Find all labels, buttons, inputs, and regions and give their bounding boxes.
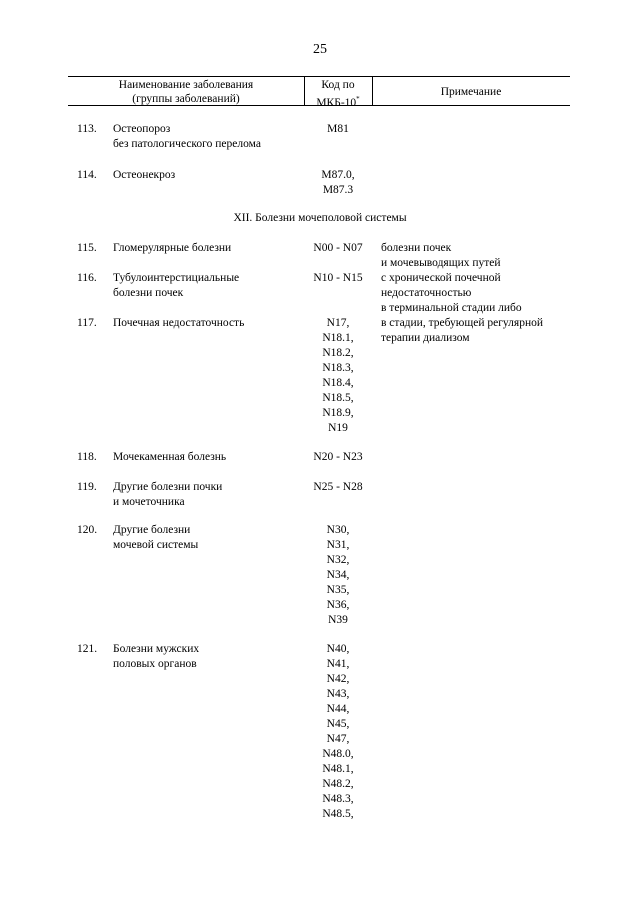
row-codes [304, 168, 372, 198]
row-code: N32, [326, 554, 350, 566]
row-name-line: Остеопороз [113, 123, 171, 135]
row-code: N48.3, [322, 793, 354, 805]
note-kidney-line: и мочевыводящих путей [381, 257, 501, 269]
row-name-line: Почечная недостаточность [113, 317, 245, 329]
row-code: M87.3 [322, 184, 354, 196]
row-number: 120. [77, 524, 98, 536]
row-code: N41, [326, 658, 350, 670]
note-kidney-line: терапии диализом [381, 332, 470, 344]
row-name [113, 642, 199, 672]
row-name [113, 480, 222, 510]
header-code-line1: Код по [321, 79, 355, 91]
row-code: N35, [326, 584, 350, 596]
row-name [113, 271, 239, 301]
row-code: N18.4, [322, 377, 354, 389]
note-kidney-line: недостаточностью [381, 287, 472, 299]
row-code: N20 - N23 [313, 451, 363, 463]
row-name [113, 316, 244, 331]
row-name [113, 523, 198, 553]
row-name-line: Остеонекроз [113, 169, 176, 181]
row-code: N19 [328, 422, 348, 434]
header-code-line2: МКБ-10 [316, 96, 357, 109]
row-codes [304, 241, 372, 256]
row-code: N34, [326, 569, 350, 581]
row-code: N18.3, [322, 362, 354, 374]
row-name-line: Другие болезни [113, 524, 191, 536]
row-code: N10 - N15 [313, 272, 363, 284]
row-name-line: мочевой системы [113, 539, 199, 551]
header-code-line2-wrap [304, 92, 372, 110]
row-code: N17, [326, 317, 350, 329]
row-codes [304, 271, 372, 286]
section-title: XII. Болезни мочеполовой системы [233, 212, 407, 224]
row-code: N47, [326, 733, 350, 745]
page-number: 25 [313, 42, 327, 57]
row-code: N48.5, [322, 808, 354, 820]
row-name [113, 122, 261, 152]
row-codes [304, 523, 372, 628]
row-code: N45, [326, 718, 350, 730]
header-code-cell [304, 78, 372, 110]
row-name-line: Другие болезни почки [113, 481, 223, 493]
row-number: 118. [77, 451, 97, 463]
row-code: N42, [326, 673, 350, 685]
row-code: N18.1, [322, 332, 354, 344]
row-name [113, 241, 231, 256]
row-name-line: половых органов [113, 658, 197, 670]
row-codes [304, 122, 372, 137]
note-kidney [381, 241, 543, 346]
row-code: M87.0, [321, 169, 355, 181]
row-codes [304, 642, 372, 822]
row-code: N18.5, [322, 392, 354, 404]
header-name-line1: Наименование заболевания [118, 79, 254, 91]
row-name-line: Мочекаменная болезнь [113, 451, 227, 463]
row-name-line: болезни почек [113, 287, 184, 299]
header-name-line2: (группы заболеваний) [132, 93, 240, 105]
note-kidney-line: в стадии, требующей регулярной [381, 317, 544, 329]
row-code: N36, [326, 599, 350, 611]
row-code: N40, [326, 643, 350, 655]
row-code: N18.2, [322, 347, 354, 359]
row-code: N31, [326, 539, 350, 551]
row-code: N43, [326, 688, 350, 700]
row-name [113, 450, 226, 465]
row-name-line: Гломерулярные болезни [113, 242, 232, 254]
row-code: N39 [328, 614, 348, 626]
header-code-footnote-mark: * [356, 95, 360, 103]
row-code: N00 - N07 [313, 242, 363, 254]
row-code: N48.2, [322, 778, 354, 790]
row-number: 121. [77, 643, 98, 655]
row-number: 117. [77, 317, 97, 329]
row-number: 116. [77, 272, 97, 284]
row-code: N48.0, [322, 748, 354, 760]
row-code: N30, [326, 524, 350, 536]
row-code: N44, [326, 703, 350, 715]
row-name-line: без патологического перелома [113, 138, 261, 150]
row-codes [304, 450, 372, 465]
header-top-rule [68, 76, 570, 77]
header-name-cell [68, 78, 304, 106]
row-name [113, 168, 175, 183]
row-number: 114. [77, 169, 97, 181]
row-code: N25 - N28 [313, 481, 363, 493]
row-name-line: Болезни мужских [113, 643, 200, 655]
row-code: M81 [327, 123, 349, 135]
row-code: N18.9, [322, 407, 354, 419]
row-name-line: Тубулоинтерстициальные [113, 272, 240, 284]
note-kidney-line: болезни почек [381, 242, 452, 254]
row-codes [304, 316, 372, 436]
row-number: 119. [77, 481, 97, 493]
row-code: N48.1, [322, 763, 354, 775]
row-number: 113. [77, 123, 97, 135]
row-codes [304, 480, 372, 495]
header-note-cell: Примечание [440, 86, 502, 98]
note-kidney-line: с хронической почечной [381, 272, 501, 284]
row-name-line: и мочеточника [113, 496, 185, 508]
row-number: 115. [77, 242, 97, 254]
note-kidney-line: в терминальной стадии либо [381, 302, 522, 314]
